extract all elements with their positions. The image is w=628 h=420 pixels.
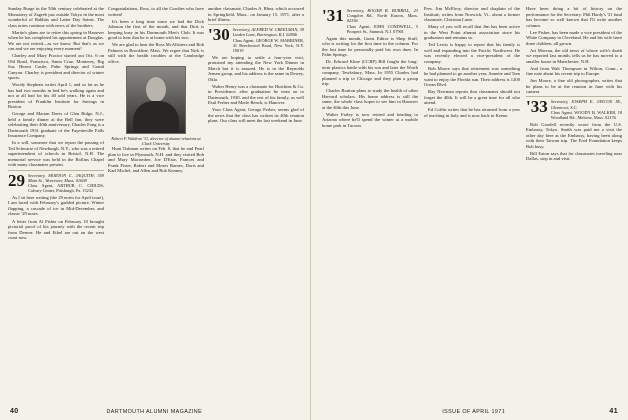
paragraph: Martin's plans are to retire this spring in Hanover when he has completed his appointment at Douglas. We are not retired—as we know. But that's as we can and we are enjoying every moment! — [8, 29, 104, 52]
class-agent: Class Agent, ARTHUR C. CHILDS, Calvary Center, Pittsburgh, Pa. 15232 — [28, 182, 104, 193]
paragraph: Ted Lewis is happy to report that his family is well and expanding into the Pacific Northwest. He was recently elected a vice-president of the company. — [424, 42, 520, 64]
paragraph: Charley and Mary Proctor started out Oct. 6 on Old Road, Francisco, Santa Cruz, Monterey, Big Sur, Hearst Castle, Palm Springs and Grand Canyon. Charley is president and director of winter sports. — [8, 53, 104, 81]
paragraph: In a will, someone that we report the passing of Ted Schwartz of Newburgh, N.Y., who was a retired superintendent of schools in Bristol, N.H. The memorial service was held in the Rollins Chapel with many classmates present. — [8, 140, 104, 168]
paragraph: Walter Farley is now retired and heading to Arizona where he'll spend the winter at a mobile home park in Tucson. — [322, 111, 418, 128]
paragraph: Many of you will recall that Jim has been active in the West Point alumni association since his graduation and remains so. — [424, 24, 520, 41]
right-column-2 — [424, 6, 520, 398]
paragraph: Woody Stephens writes April 1, and so far as he has had two months in bed he's walking again and not at all bad for his 40 odd years. He is a vice president of Franklin Institute for Savings in Boston. — [8, 82, 104, 110]
right-page — [318, 0, 628, 420]
left-footer — [0, 408, 310, 415]
portrait-photo — [126, 66, 186, 134]
paragraph: Bill Eaton says that for classmates traveling near Dallas, stop in and visit. — [526, 150, 622, 162]
class-heading-1929 — [8, 170, 104, 193]
class-heading-1930 — [208, 27, 304, 52]
photo-caption: Robert F. Waldron '31, director of alumni relations at Clark University — [111, 136, 201, 147]
paragraph: It's been a long time since we had the Dick Johnson the first of the month, and that Dick is keeping busy in his Dartmouth Men's Club. It was good to hear that he is at home with his two. — [108, 18, 204, 41]
paragraph: We are glad to hear the Ross McAllisters and Bob Palmers in Brookline, Mass. We regret that Nick is still with the health troubles at the Cambridge office. — [108, 42, 204, 64]
paragraph: Again this month, Guest Editor is Shep Stuff, who is writing for the first time in the column. For the last time he personally paid his own dues. In Palm Springs. — [322, 35, 418, 58]
paragraph: Ray Newman reports that classmates should not forget the 40th. It will be a great time for all who attend. — [424, 89, 520, 106]
paragraph: Walter Henry was a classmate for Hutchins & Co. in Providence; after graduation he went on to Dartmouth, 1930, and the rest of his family, as well Paul Ferber and Merle Bench, is Hanover. — [208, 83, 304, 106]
left-column-1 — [8, 6, 104, 398]
right-column-3 — [526, 6, 622, 398]
left-column-3 — [208, 6, 304, 398]
masthead: DARTMOUTH ALUMNI MAGAZINE — [106, 408, 203, 415]
left-page — [0, 0, 311, 420]
paragraph: Sunday Burge in the 50th century celebrated at the Monastery of Zagreb just outside Tokyo in the most wonderful of Rabbits and Latter Day Saints. The class notes continue with news of the brothers. — [8, 6, 104, 28]
paragraph: Bob Goodell recently wrote from the U.S. Embassy, Tokyo. Smith was paid me a visit the other day here at the Embassy, having been along with their Taiwan trip. The Ford Foundation keeps Bob busy. — [526, 121, 622, 149]
page-number: 40 — [10, 408, 19, 415]
portrait-body — [133, 101, 179, 133]
paragraph: Jim Moore, a fine old photographer, writes that he plans to be at the reunion in June with his camera. — [526, 78, 622, 95]
right-column-1 — [322, 6, 418, 398]
class-agent: Class Agent, JOHN CONDWELL, 5 Prospect St., Summit, N.J. 07901 — [346, 23, 418, 34]
class-secretary: Secretary, JOSEPH E. JAYCOX JR., Glenmoor, S.C. — [550, 99, 622, 110]
portrait-face — [146, 77, 166, 102]
class-heading-1931 — [322, 8, 418, 34]
paragraph: Ed Coffin writes that he has returned from a year of teaching in Italy and is now back in Keene. — [424, 107, 520, 118]
paragraph: Hunt Tishman writes on Feb. 8, that he and Pearl plan to live in Plymouth, N.H. and they visited Bob and Mary Macomber, Joe D'Este, Frances and Frank Fister, Robert and Moses Barnes, Doris and Karl Michel, and Allen and Bob Kenney. — [108, 146, 204, 174]
paragraph: Congratulations, Ross, to all the Goodies who have written! — [108, 6, 204, 17]
issue-date: ISSUE OF APRIL 1971 — [442, 408, 506, 415]
paragraph: Lee Fisher, has been made a vice president of the White Company in Cleveland. He and his wife have three children, all grown. — [526, 29, 622, 46]
paragraph: George and Marian Davis of Glen Ridge, N.J., held a family dinner at the Bell Inn, they were celebrating their 40th anniversary. Charles Fong is a Dartmouth 1931 graduate of the Fayetteville Falls Insurance Company. — [8, 111, 104, 139]
class-heading-1933 — [526, 99, 622, 119]
class-number: 29 — [8, 170, 25, 190]
paragraph: Pres. Jim McElroy, director and chaplain of the Institute, writes from Norwich, Vt., about a former classmate, Christian Lunn. — [424, 6, 520, 22]
page-number: 41 — [609, 408, 618, 415]
paragraph: As I sit here writing (the 29 notes for April issue), I am faced with February's garbled picture. Winter flapping, a cascade of ice in Mid-December, and classic '29 notes. — [8, 194, 104, 217]
class-agent: Class Agent, WOODY B. WALKER, 18 Woodland Rd., Melrose, Mass. 02176 — [550, 109, 622, 120]
paragraph: Your Class Agent, George Ferber, seems glad of the news that the class has written its 40th reunion plans. Our class will meet the last weekend in June. — [208, 107, 304, 124]
paragraph: Bob Moore says that retirement was something he had planned to go another year, Annette and Tom want to enjoy the Florida sun. Their address is 1200 Ocean Blvd. — [424, 65, 520, 88]
paragraph: Charles Bratton plans to study the health of other Harvard scholars. His home address is still the same, the whole class hopes to see him in Hanover at the 40th this June. — [322, 88, 418, 110]
paragraph: Have been doing a bit of history on the performance for the Secretary. Phil Hardy's '31 fund has become so well known that I'll write another column. — [526, 6, 622, 28]
class-secretary: Secretary, MORTON C. JAQUITH, 359 Main St., Worcester, Mass. 01608 — [28, 172, 104, 183]
class-number: '33 — [526, 97, 548, 117]
paragraph: another classmate, Charles A. Rhea, which occurred in Springfield, Mass., on January 15, 1971, after a brief illness. — [208, 6, 304, 22]
paragraph: Art Moreau, the old news of whose wife's death we reported last month, tells us he has moved to a smaller house in Manchester, N.H. — [526, 47, 622, 64]
right-footer — [318, 408, 628, 415]
paragraph: Dr. Edward Kline (CCRP) Bill fought the long-term plastics battle with his son and later the Worth company, Tewksbury, Mass. In 1955 Charles had planned a trip to Chicago and they plan a group trip. — [322, 59, 418, 87]
paragraph: And from Walt Thompson in Wilton, Conn., a fine note about his recent trip to Europe. — [526, 65, 622, 77]
class-number: '31 — [322, 6, 344, 25]
class-number: '30 — [208, 25, 230, 45]
left-column-2 — [108, 6, 204, 398]
paragraph: A letter from Al Fisher on February 10 brought pictorial proof of his journey with the recent trip from Denver. He and Ethel are out on the west coast now. — [8, 218, 104, 241]
class-agent: Class Agent, GEORGE W. MARRINER, 41 Beechwood Road, New York, N.Y. 10019 — [232, 37, 304, 53]
class-secretary: Secretary, ROGER B. BURRILL, 23 Congdon Rd., North Easton, Mass. 02356 — [346, 8, 418, 24]
class-secretary: Secretary, ALFRED W. CREELMAN, 39 Linden Lane, Barrington, R.I. 02806 — [232, 27, 304, 38]
paragraph: We are hoping to settle a four-year visit, promised my attending the New York Dinner in March but it is assured. He is in the Reynolds Jensen group, and his address is the same in Dewey, Okla. — [208, 54, 304, 82]
